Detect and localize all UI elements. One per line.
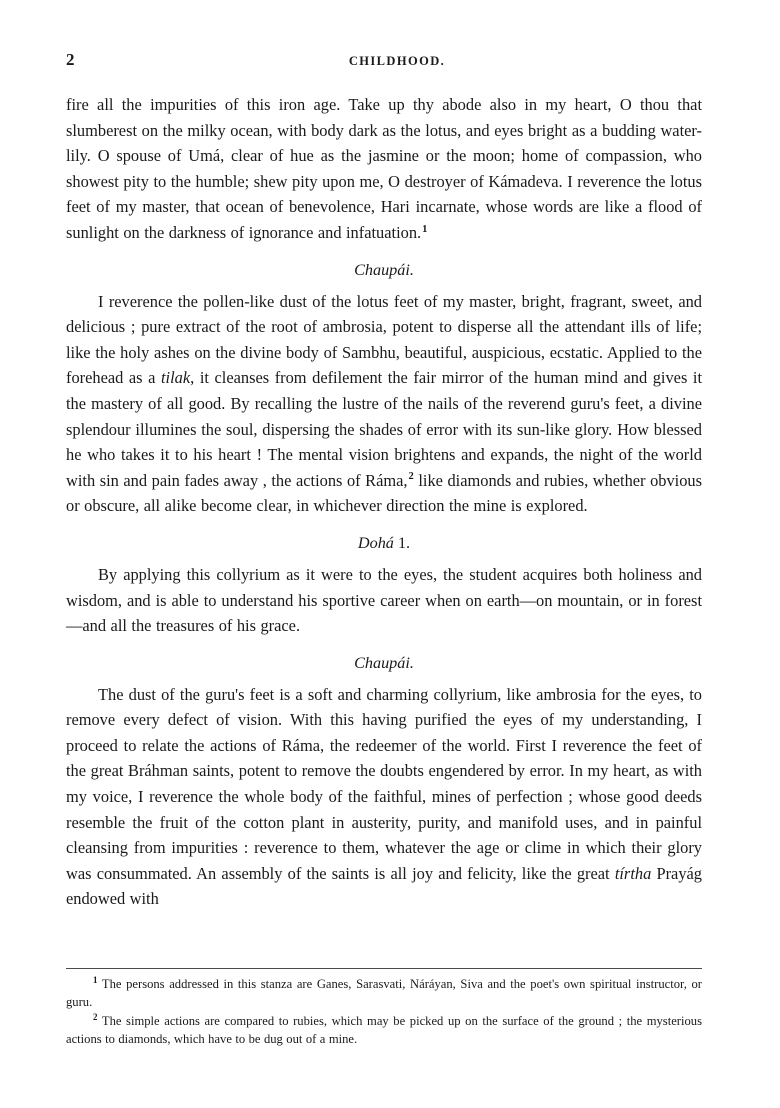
paragraph-doha: By applying this collyrium as it were to the eyes, the student acquires both holiness and wisdom, and is able to understand his sportive career when on earth—on mountain, or in forest—and all the treasures of his grace. [66,564,702,636]
paragraph-chaupai-1 [66,289,702,519]
paragraph-opening [66,92,702,246]
footnote-ref-1[interactable]: 1 [422,223,428,235]
footnote-1-marker: 1 [93,974,98,985]
heading-doha [66,532,702,554]
heading-chaupai-2: Chaupái. [354,653,414,672]
heading-chaupai-1: Chaupái. [354,260,414,279]
footnote-1-text: The persons addressed in this stanza are Ganes, Sarasvati, Náráyan, Siva and the poet's own spiritual instructor, or guru. [66,977,702,1009]
term-tirtha: tírtha [614,863,652,883]
text-column [66,92,702,912]
paragraph-chaupai-2-part-b: Prayág endowed with [66,863,703,909]
paragraph-chaupai-2-part-a: The dust of the guru's feet is a soft and charming collyrium, like ambrosia for the eyes, to remove every defect of vision. With this having purified the eyes of my understanding, I proceed to relate the actions of Ráma, the redeemer of the world. First I reverence the feet of the great Bráhman saints, potent to remove the doubts engendered by error. In my heart, as with my voice, I reverence the whole body of the faithful, mines of perfection ; whose good deeds resemble the fruit of the cotton plant in austerity, purity, and manifold uses, and in painful cleansing from impurities : reverence to them, whatever the age or clime in which their glory was consummated. An assembly of the saints is all joy and felicity, like the great [66,684,702,883]
footnote-2-text: The simple actions are compared to rubies, which may be picked up on the surface of the ground ; the mysterious actions to diamonds, which have to be dug out of a mine. [66,1014,702,1046]
heading-doha-number: 1. [393,533,411,552]
paragraph-chaupai-1-part-c: like diamonds and rubies, whether obvious or obscure, all alike become clear, in whichever direction the mine is explored. [66,470,702,516]
footnote-2 [66,1013,702,1048]
footnote-2-marker: 2 [93,1011,98,1022]
paragraph-chaupai-2 [66,682,702,912]
footnote-1 [66,976,702,1011]
footnote-ref-2[interactable]: 2 [408,471,414,483]
paragraph-opening-text: fire all the impurities of this iron age. Take up thy abode also in my heart, O thou that slumberest on the milky ocean, with body dark as the lotus, and eyes bright as a budding water-lily. O spouse of Umá, clear of hue as the jasmine or the moon; home of compassion, who showest pity to the humble; shew pity upon me, O destroyer of Kámadeva. I reverence the lotus feet of my master, that ocean of benevolence, Hari incarnate, whose words are like a flood of sunlight on the darkness of ignorance and infatuation. [66,95,702,242]
heading-doha-label: Dohá [357,533,394,552]
paragraph-chaupai-1-part-b: , it cleanses from defilement the fair mirror of the human mind and gives it the mastery of all good. By recalling the lustre of the nails of the reverend guru's feet, a divine splendour illumines the soul, dispersing the shades of error with its sun-like glory. How blessed he who takes it to his heart ! The mental vision brightens and expands, the night of the world with sin and pain fades away , the actions of Ráma, [66,368,703,490]
page-number: 2 [66,50,75,69]
footnote-separator-rule [66,968,702,969]
term-tilak: tilak [161,368,191,388]
paragraph-chaupai-1-part-a: I reverence the pollen-like dust of the lotus feet of my master, bright, fragrant, sweet, and delicious ; pure extract of the root of ambrosia, potent to disperse all the attendant ills of life; like the holy ashes on the divine body of Sambhu, beautiful, auspicious, ecstatic. Applied to the forehead as a [66,291,702,388]
running-head [66,48,700,72]
footnote-block [66,968,702,1050]
running-head-title: CHILDHOOD. [348,54,446,68]
